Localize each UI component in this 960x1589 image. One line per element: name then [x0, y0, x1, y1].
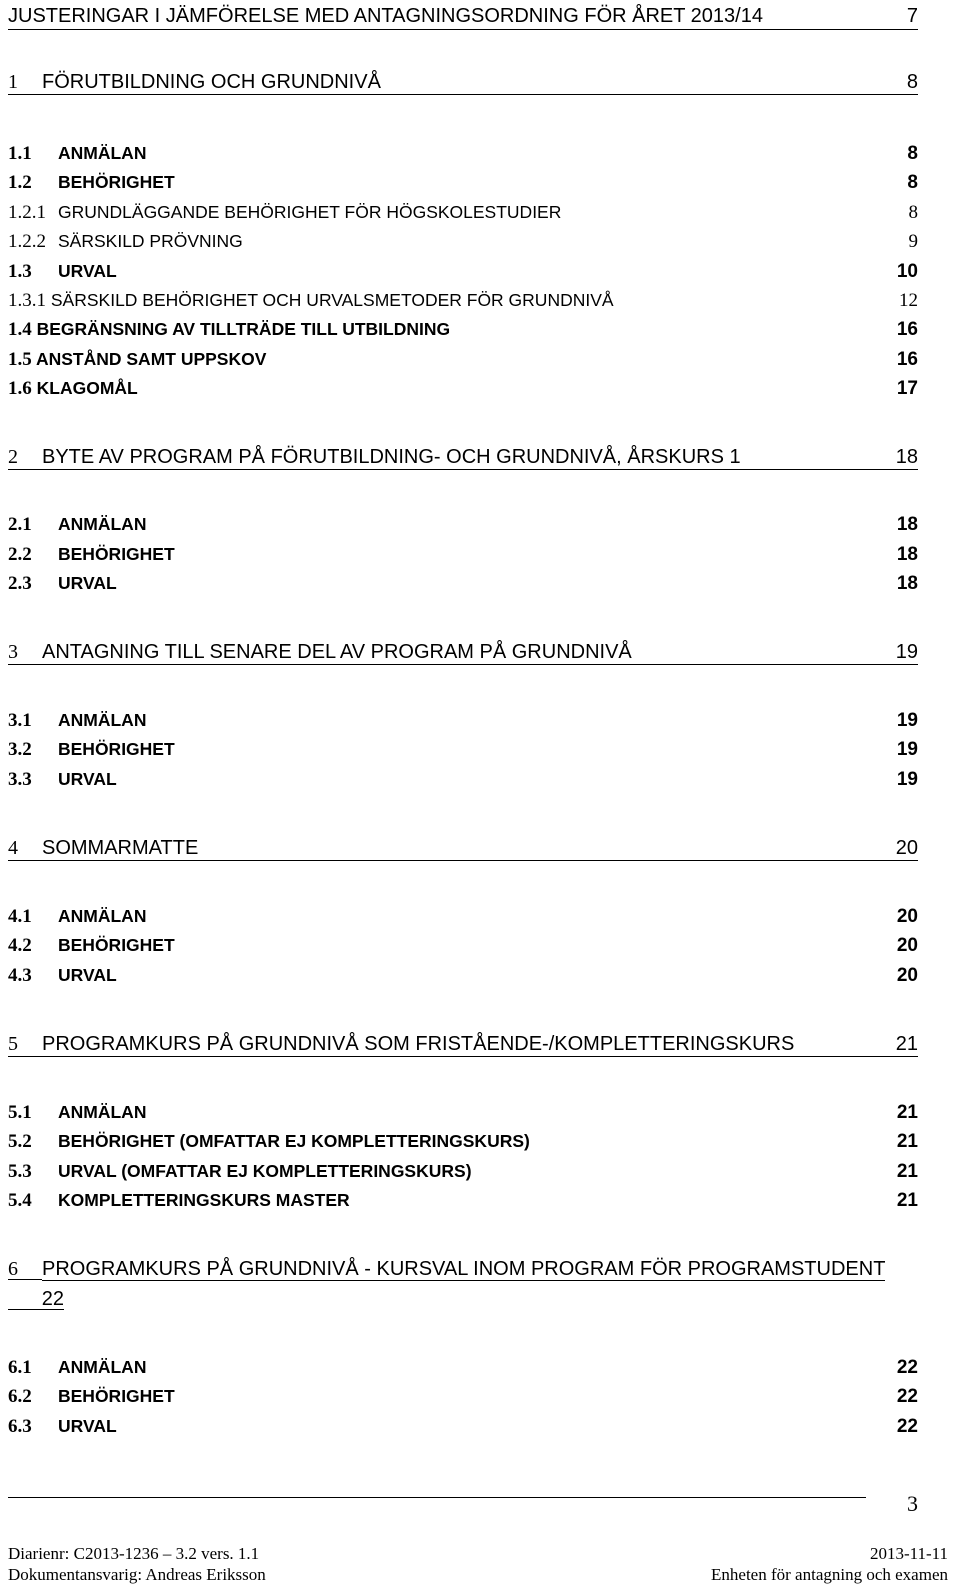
toc-item-title: ANMÄLAN: [58, 1102, 147, 1122]
toc-item-5-4[interactable]: [8, 1191, 918, 1213]
toc-item-number: 1.3.1: [8, 290, 46, 311]
toc-item-number: 1.2: [8, 172, 32, 193]
toc-item-number: 5.2: [8, 1131, 32, 1152]
toc-item-page: 18: [896, 573, 918, 594]
toc-item-page: 19: [896, 769, 918, 790]
toc-item-number: 2.1: [8, 514, 32, 535]
toc-chapter-6-page-line[interactable]: [8, 1289, 918, 1311]
toc-item-page: 8: [907, 143, 918, 164]
toc-item-title: BEGRÄNSNING AV TILLTRÄDE TILL UTBILDNING: [36, 319, 451, 339]
toc-item-number: 1.5: [8, 349, 32, 370]
toc-item-3-3[interactable]: [8, 770, 918, 792]
toc-item-page: 19: [896, 739, 918, 760]
toc-item-page: 17: [896, 378, 918, 399]
toc-item-title: BEHÖRIGHET: [58, 739, 175, 759]
toc-item-1-3[interactable]: [8, 262, 918, 284]
toc-item-number: 1.4: [8, 319, 32, 340]
toc-chapter-title: FÖRUTBILDNING OCH GRUNDNIVÅ: [42, 71, 381, 93]
toc-chapter-number: 4: [8, 837, 18, 859]
toc-item-page: 22: [896, 1386, 918, 1407]
toc-item-title: URVAL: [58, 261, 117, 281]
toc-item-number: 3.2: [8, 739, 32, 760]
toc-chapter-page: 19: [895, 641, 918, 663]
toc-item-number: 6.3: [8, 1416, 32, 1437]
footer-date: 2013-11-11: [869, 1544, 948, 1563]
toc-chapter-title: BYTE AV PROGRAM PÅ FÖRUTBILDNING- OCH GRUNDNIVÅ, ÅRSKURS 1: [42, 446, 741, 468]
toc-chapter-page: 18: [895, 446, 918, 468]
toc-item-1-2-2[interactable]: [8, 232, 918, 254]
toc-item-1-5[interactable]: [8, 350, 918, 372]
toc-item-title: ANMÄLAN: [58, 906, 147, 926]
toc-item-number: 4.1: [8, 906, 32, 927]
footer-diarienr: Diarienr: C2013-1236 – 3.2 vers. 1.1: [8, 1544, 260, 1563]
toc-item-page: 9: [908, 231, 918, 252]
toc-item-title: BEHÖRIGHET: [58, 935, 175, 955]
toc-item-number: 6.2: [8, 1386, 32, 1407]
toc-chapter-title: PROGRAMKURS PÅ GRUNDNIVÅ - KURSVAL INOM PROGRAM FÖR PROGRAMSTUDENT: [42, 1258, 886, 1280]
footer-responsible: Dokumentansvarig: Andreas Eriksson: [8, 1565, 266, 1584]
toc-item-1-2[interactable]: [8, 173, 918, 195]
toc-item-5-3[interactable]: [8, 1162, 918, 1184]
toc-item-page: 16: [896, 349, 918, 370]
toc-item-page: 21: [896, 1102, 918, 1123]
toc-item-page: 21: [896, 1131, 918, 1152]
toc-item-3-1[interactable]: [8, 711, 918, 733]
toc-item-title: ANMÄLAN: [58, 1357, 147, 1377]
toc-item-page: 8: [908, 202, 918, 223]
toc-chapter-title: PROGRAMKURS PÅ GRUNDNIVÅ SOM FRISTÅENDE-/KOMPLETTERINGSKURS: [42, 1033, 795, 1055]
toc-chapter-number: 2: [8, 446, 18, 468]
toc-chapter-number: 6: [8, 1259, 42, 1280]
toc-item-title: BEHÖRIGHET (OMFATTAR EJ KOMPLETTERINGSKURS): [58, 1131, 530, 1151]
toc-item-4-1[interactable]: [8, 907, 918, 929]
toc-item-page: 22: [896, 1357, 918, 1378]
toc-entry-title: JUSTERINGAR I JÄMFÖRELSE MED ANTAGNINGSORDNING FÖR ÅRET 2013/14: [8, 5, 763, 27]
toc-item-number: 1.3: [8, 261, 32, 282]
toc-item-page: 16: [896, 319, 918, 340]
toc-item-4-3[interactable]: [8, 966, 918, 988]
toc-item-number: 2.2: [8, 544, 32, 565]
toc-chapter-number: 3: [8, 641, 18, 663]
toc-item-page: 20: [896, 935, 918, 956]
toc-item-title: URVAL (OMFATTAR EJ KOMPLETTERINGSKURS): [58, 1161, 472, 1181]
toc-chapter-title: SOMMARMATTE: [42, 837, 199, 859]
toc-chapter-5[interactable]: [8, 1034, 918, 1057]
toc-item-title: KOMPLETTERINGSKURS MASTER: [58, 1190, 350, 1210]
toc-chapter-number: 5: [8, 1033, 18, 1055]
toc-item-1-3-1[interactable]: [8, 291, 918, 313]
toc-item-title: KLAGOMÅL: [36, 378, 138, 398]
toc-item-1-6[interactable]: [8, 379, 918, 401]
toc-chapter-1[interactable]: [8, 72, 918, 95]
page-number: 3: [907, 1491, 918, 1516]
toc-chapter-page: 8: [906, 71, 918, 93]
toc-item-title: SÄRSKILD PRÖVNING: [58, 231, 243, 251]
toc-item-page: 20: [896, 906, 918, 927]
toc-item-number: 6.1: [8, 1357, 32, 1378]
toc-item-number: 1.1: [8, 143, 32, 164]
toc-chapter-page: 21: [895, 1033, 918, 1055]
toc-item-2-3[interactable]: [8, 574, 918, 596]
toc-chapter-6[interactable]: [8, 1259, 918, 1281]
toc-item-title: URVAL: [58, 965, 117, 985]
footer-divider: [8, 1497, 866, 1498]
toc-chapter-number: 1: [8, 71, 18, 93]
toc-item-number: 4.3: [8, 965, 32, 986]
toc-item-2-1[interactable]: [8, 515, 918, 537]
toc-item-title: GRUNDLÄGGANDE BEHÖRIGHET FÖR HÖGSKOLESTUDIER: [58, 202, 562, 222]
toc-item-1-2-1[interactable]: [8, 203, 918, 225]
toc-item-6-3[interactable]: [8, 1417, 918, 1439]
toc-item-title: BEHÖRIGHET: [58, 544, 175, 564]
toc-item-title: ANMÄLAN: [58, 710, 147, 730]
toc-item-number: 5.3: [8, 1161, 32, 1182]
toc-chapter-2[interactable]: [8, 447, 918, 470]
toc-item-page: 19: [896, 710, 918, 731]
toc-item-number: 5.4: [8, 1190, 32, 1211]
toc-item-number: 4.2: [8, 935, 32, 956]
toc-chapter-3[interactable]: [8, 642, 918, 665]
toc-item-page: 12: [899, 290, 918, 311]
toc-chapter-title: ANTAGNING TILL SENARE DEL AV PROGRAM PÅ GRUNDNIVÅ: [42, 641, 632, 663]
toc-item-number: 1.2.2: [8, 231, 46, 252]
toc-chapter-4[interactable]: [8, 838, 918, 861]
toc-item-title: ANMÄLAN: [58, 514, 147, 534]
toc-item-6-2[interactable]: [8, 1387, 918, 1409]
toc-item-4-2[interactable]: [8, 936, 918, 958]
toc-item-title: URVAL: [58, 1416, 117, 1436]
toc-item-title: URVAL: [58, 769, 117, 789]
toc-chapter-page: 22: [8, 1289, 64, 1310]
toc-item-page: 18: [896, 514, 918, 535]
toc-item-number: 3.1: [8, 710, 32, 731]
toc-item-number: 2.3: [8, 573, 32, 594]
toc-item-number: 5.1: [8, 1102, 32, 1123]
toc-item-title: ANSTÅND SAMT UPPSKOV: [35, 349, 267, 369]
toc-item-5-2[interactable]: [8, 1132, 918, 1154]
toc-item-page: 21: [896, 1161, 918, 1182]
footer-unit: Enheten för antagning och examen: [711, 1565, 948, 1584]
toc-item-page: 8: [907, 172, 918, 193]
toc-item-1-4[interactable]: [8, 320, 918, 342]
toc-item-title: ANMÄLAN: [58, 143, 147, 163]
toc-entry-page: 7: [906, 5, 918, 27]
toc-item-3-2[interactable]: [8, 740, 918, 762]
toc-item-5-1[interactable]: [8, 1103, 918, 1125]
toc-entry-top[interactable]: [8, 6, 918, 30]
toc-item-page: 10: [896, 261, 918, 282]
toc-item-page: 20: [896, 965, 918, 986]
toc-item-2-2[interactable]: [8, 545, 918, 567]
toc-item-number: 3.3: [8, 769, 32, 790]
toc-item-page: 21: [896, 1190, 918, 1211]
toc-item-1-1[interactable]: [8, 144, 918, 166]
toc-item-number: 1.6: [8, 378, 32, 399]
toc-item-number: 1.2.1: [8, 202, 46, 223]
toc-chapter-page: 20: [895, 837, 918, 859]
toc-item-page: 22: [896, 1416, 918, 1437]
toc-item-title: BEHÖRIGHET: [58, 172, 175, 192]
toc-item-6-1[interactable]: [8, 1358, 918, 1380]
toc-item-title: SÄRSKILD BEHÖRIGHET OCH URVALSMETODER FÖR GRUNDNIVÅ: [50, 290, 614, 310]
toc-item-title: BEHÖRIGHET: [58, 1386, 175, 1406]
toc-item-title: URVAL: [58, 573, 117, 593]
toc-item-page: 18: [896, 544, 918, 565]
